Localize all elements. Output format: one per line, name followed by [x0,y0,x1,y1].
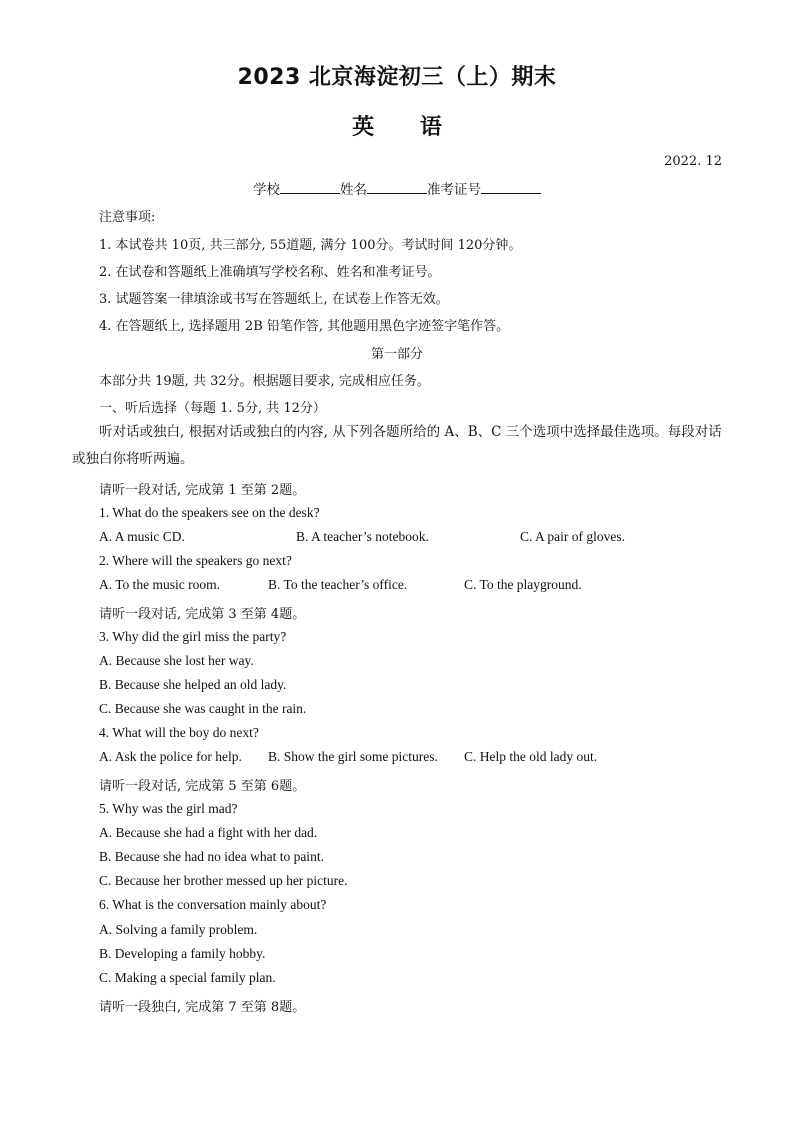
school-label: 学校 [253,182,280,198]
q2-option-a: A. To the music room. [99,577,221,592]
q6-option-b: B. Developing a family hobby. [99,946,266,961]
question-6: 6. What is the conversation mainly about? [99,897,327,912]
notice-item-1: 1. 本试卷共 10页, 共三部分, 55道题, 满分 100分。考试时间 120分钟。 [99,238,522,253]
notice-heading: 注意事项: [99,210,156,225]
prompt-q3-q4: 请听一段对话, 完成第 3 至第 4题。 [99,607,306,622]
question-4: 4. What will the boy do next? [99,725,259,740]
part-heading: 第一部分 [370,347,423,362]
q6-option-a: A. Solving a family problem. [99,922,258,937]
q3-option-a: A. Because she lost her way. [99,653,254,668]
notice-item-3: 3. 试题答案一律填涂或书写在答题纸上, 在试卷上作答无效。 [99,292,449,307]
q2-option-c: C. To the playground. [464,577,582,592]
notice-item-4: 4. 在答题纸上, 选择题用 2B 铅笔作答, 其他题用黑色字迹签字笔作答。 [99,319,510,334]
q4-option-c: C. Help the old lady out. [464,749,598,764]
prompt-q1-q2: 请听一段对话, 完成第 1 至第 2题。 [99,483,306,498]
q1-option-a: A. A music CD. [99,529,185,544]
question-2: 2. Where will the speakers go next? [99,553,292,568]
q6-option-c: C. Making a special family plan. [99,970,276,985]
q3-option-b: B. Because she helped an old lady. [99,677,287,692]
part-intro: 本部分共 19题, 共 32分。根据题目要求, 完成相应任务。 [99,374,430,389]
school-blank [280,181,340,194]
prompt-q7-q8: 请听一段独白, 完成第 7 至第 8题。 [99,1000,306,1015]
student-info-line [0,178,794,198]
q5-option-a: A. Because she had a fight with her dad. [99,825,318,840]
name-blank [367,181,427,194]
exam-id-blank [481,181,541,194]
q2-option-b: B. To the teacher’s office. [268,577,408,592]
q3-option-c: C. Because she was caught in the rain. [99,701,307,716]
subject-title: 英 语 [352,115,442,140]
q1-option-b: B. A teacher’s notebook. [296,529,429,544]
exam-title: 2023 北京海淀初三（上）期末 [237,65,557,90]
name-label: 姓名 [340,182,367,198]
q4-option-b: B. Show the girl some pictures. [268,749,438,764]
q5-option-c: C. Because her brother messed up her picture. [99,873,348,888]
q4-option-a: A. Ask the police for help. [99,749,242,764]
question-1: 1. What do the speakers see on the desk? [99,505,320,520]
question-5: 5. Why was the girl mad? [99,801,238,816]
notice-item-2: 2. 在试卷和答题纸上准确填写学校名称、姓名和准考证号。 [99,265,441,280]
question-3: 3. Why did the girl miss the party? [99,629,287,644]
exam-id-label: 准考证号 [427,182,481,198]
exam-date: 2022. 12 [664,154,722,169]
section-instructions: 听对话或独白, 根据对话或独白的内容, 从下列各题所给的 A、B、C 三个选项中选择最佳选项。每段对话或独白你将听两遍。 [72,424,722,467]
q1-option-c: C. A pair of gloves. [520,529,625,544]
prompt-q5-q6: 请听一段对话, 完成第 5 至第 6题。 [99,779,306,794]
section-title: 一、听后选择（每题 1. 5分, 共 12分） [99,401,326,416]
q5-option-b: B. Because she had no idea what to paint. [99,849,324,864]
